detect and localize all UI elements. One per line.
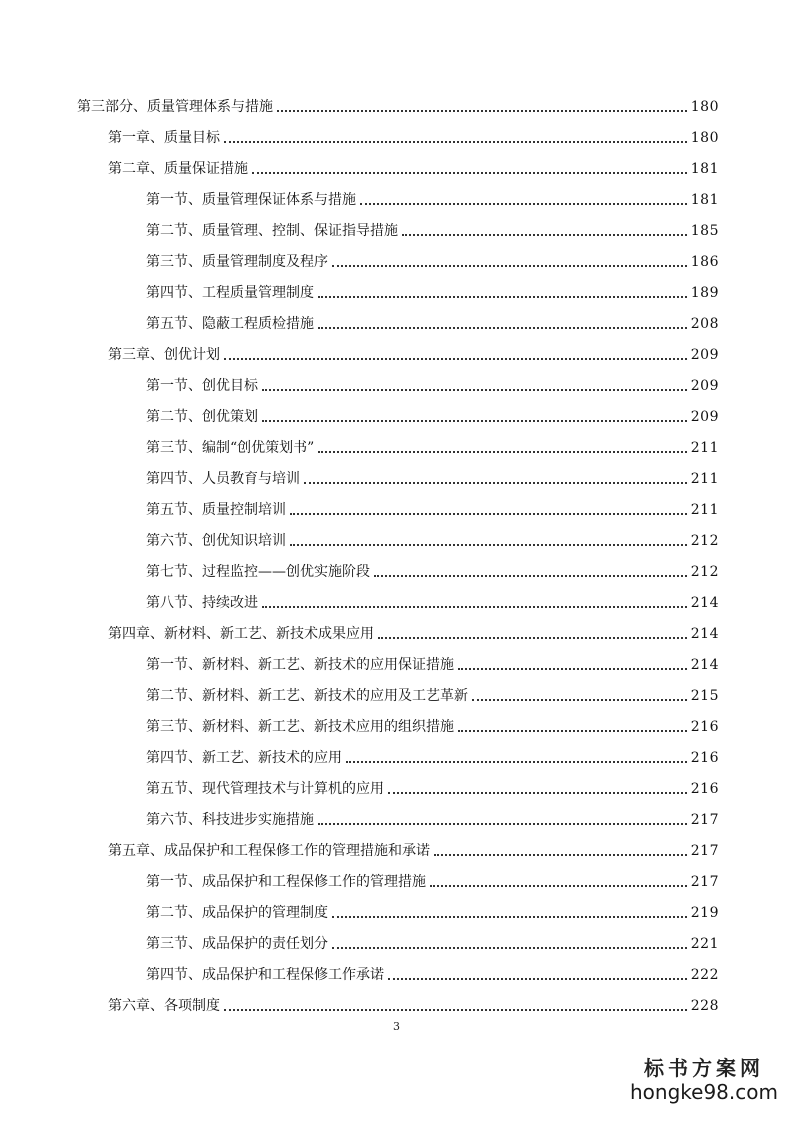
leader-dots bbox=[262, 606, 687, 608]
toc-entry[interactable] bbox=[146, 311, 719, 333]
toc-entry[interactable] bbox=[146, 404, 719, 426]
toc-title: 第二节、创优策划 bbox=[146, 409, 258, 425]
toc-entry[interactable] bbox=[146, 745, 719, 767]
toc-title: 第二节、成品保护的管理制度 bbox=[146, 905, 328, 921]
toc-title: 第一节、创优目标 bbox=[146, 378, 258, 394]
toc-entry[interactable] bbox=[108, 993, 719, 1015]
leader-dots bbox=[374, 575, 687, 577]
site-watermark bbox=[629, 1056, 779, 1112]
leader-dots bbox=[224, 358, 687, 360]
page-number: 3 bbox=[393, 1020, 400, 1033]
toc-title: 第四章、新材料、新工艺、新技术成果应用 bbox=[108, 626, 374, 642]
toc-page-number: 211 bbox=[690, 502, 719, 518]
toc-entry[interactable] bbox=[146, 559, 719, 581]
toc-entry[interactable] bbox=[146, 962, 719, 984]
toc-page-number: 209 bbox=[690, 347, 719, 363]
toc-entry[interactable] bbox=[108, 125, 719, 147]
leader-dots bbox=[458, 668, 687, 670]
toc-title: 第二章、质量保证措施 bbox=[108, 161, 248, 177]
toc-entry[interactable] bbox=[146, 652, 719, 674]
toc-page-number: 228 bbox=[690, 998, 719, 1014]
leader-dots bbox=[332, 947, 687, 949]
leader-dots bbox=[434, 854, 687, 856]
toc-title: 第四节、新工艺、新技术的应用 bbox=[146, 750, 342, 766]
toc-page-number: 209 bbox=[690, 409, 719, 425]
leader-dots bbox=[252, 172, 687, 174]
leader-dots bbox=[388, 792, 687, 794]
leader-dots bbox=[318, 823, 687, 825]
toc-title: 第一节、新材料、新工艺、新技术的应用保证措施 bbox=[146, 657, 454, 673]
leader-dots bbox=[472, 699, 687, 701]
leader-dots bbox=[318, 451, 686, 453]
toc-page-number: 209 bbox=[690, 378, 719, 394]
toc-entry[interactable] bbox=[146, 528, 719, 550]
toc-title: 第三部分、质量管理体系与措施 bbox=[77, 99, 273, 115]
toc-title: 第三节、编制“创优策划书” bbox=[146, 440, 315, 456]
toc-entry[interactable] bbox=[146, 218, 719, 240]
toc-page-number: 217 bbox=[690, 843, 719, 859]
toc-page-number: 216 bbox=[690, 781, 719, 797]
toc-page-number: 216 bbox=[690, 750, 719, 766]
toc-page-number: 217 bbox=[690, 874, 719, 890]
toc-title: 第四节、成品保护和工程保修工作承诺 bbox=[146, 967, 384, 983]
leader-dots bbox=[346, 761, 687, 763]
toc-title: 第四节、工程质量管理制度 bbox=[146, 285, 314, 301]
toc-entry[interactable] bbox=[108, 621, 719, 643]
toc-page-number: 212 bbox=[690, 564, 719, 580]
toc-title: 第三节、质量管理制度及程序 bbox=[146, 254, 328, 270]
toc-title: 第五章、成品保护和工程保修工作的管理措施和承诺 bbox=[108, 843, 430, 859]
toc-entry[interactable] bbox=[146, 187, 719, 209]
toc-entry[interactable] bbox=[146, 931, 719, 953]
toc-title: 第三节、新材料、新工艺、新技术应用的组织措施 bbox=[146, 719, 454, 735]
toc-entry[interactable] bbox=[146, 497, 719, 519]
toc-page-number: 181 bbox=[690, 161, 719, 177]
leader-dots bbox=[318, 296, 687, 298]
toc-entry[interactable] bbox=[146, 373, 719, 395]
leader-dots bbox=[290, 513, 687, 515]
toc-page-number: 185 bbox=[690, 223, 719, 239]
toc-entry[interactable] bbox=[146, 435, 719, 457]
toc-title: 第五节、隐蔽工程质检措施 bbox=[146, 316, 314, 332]
toc-entry[interactable] bbox=[146, 466, 719, 488]
leader-dots bbox=[262, 389, 687, 391]
toc-title: 第一节、质量管理保证体系与措施 bbox=[146, 192, 356, 208]
toc-page-number: 181 bbox=[690, 192, 719, 208]
leader-dots bbox=[378, 637, 687, 639]
toc-entry[interactable] bbox=[108, 156, 719, 178]
watermark-title: 标书方案网 bbox=[644, 1056, 764, 1080]
toc-title: 第三节、成品保护的责任划分 bbox=[146, 936, 328, 952]
toc-title: 第一章、质量目标 bbox=[108, 130, 220, 146]
toc-entry[interactable] bbox=[146, 776, 719, 798]
toc-entry[interactable] bbox=[146, 900, 719, 922]
toc-page-number: 180 bbox=[690, 99, 719, 115]
toc-title: 第六节、科技进步实施措施 bbox=[146, 812, 314, 828]
toc-entry[interactable] bbox=[77, 94, 719, 116]
leader-dots bbox=[388, 978, 687, 980]
toc-page-number: 212 bbox=[690, 533, 719, 549]
leader-dots bbox=[360, 203, 687, 205]
toc-title: 第四节、人员教育与培训 bbox=[146, 471, 300, 487]
leader-dots bbox=[318, 327, 687, 329]
toc-title: 第一节、成品保护和工程保修工作的管理措施 bbox=[146, 874, 426, 890]
leader-dots bbox=[430, 885, 687, 887]
leader-dots bbox=[332, 265, 687, 267]
leader-dots bbox=[458, 730, 687, 732]
toc-entry[interactable] bbox=[108, 838, 719, 860]
toc-page-number: 219 bbox=[690, 905, 719, 921]
toc-entry[interactable] bbox=[146, 249, 719, 271]
toc-title: 第七节、过程监控——创优实施阶段 bbox=[146, 564, 370, 580]
toc-page-number: 216 bbox=[690, 719, 719, 735]
toc-title: 第五节、现代管理技术与计算机的应用 bbox=[146, 781, 384, 797]
toc-entry[interactable] bbox=[146, 807, 719, 829]
toc-page-number: 215 bbox=[690, 688, 719, 704]
toc-entry[interactable] bbox=[108, 342, 719, 364]
toc-page-number: 217 bbox=[690, 812, 719, 828]
toc-title: 第八节、持续改进 bbox=[146, 595, 258, 611]
toc-title: 第五节、质量控制培训 bbox=[146, 502, 286, 518]
toc-page-number: 214 bbox=[690, 626, 719, 642]
toc-page-number: 208 bbox=[690, 316, 719, 332]
toc-page-number: 221 bbox=[690, 936, 719, 952]
toc-title: 第六节、创优知识培训 bbox=[146, 533, 286, 549]
toc-page-number: 211 bbox=[690, 471, 719, 487]
leader-dots bbox=[332, 916, 687, 918]
toc-entry[interactable] bbox=[146, 590, 719, 612]
toc-title: 第二节、质量管理、控制、保证指导措施 bbox=[146, 223, 398, 239]
toc-page-number: 180 bbox=[690, 130, 719, 146]
leader-dots bbox=[290, 544, 687, 546]
leader-dots bbox=[304, 482, 687, 484]
toc-page-number: 222 bbox=[690, 967, 719, 983]
toc-title: 第二节、新材料、新工艺、新技术的应用及工艺革新 bbox=[146, 688, 468, 704]
leader-dots bbox=[224, 1009, 687, 1011]
toc-page-number: 189 bbox=[690, 285, 719, 301]
leader-dots bbox=[277, 110, 687, 112]
leader-dots bbox=[224, 141, 687, 143]
leader-dots bbox=[402, 234, 687, 236]
toc-entry[interactable] bbox=[146, 280, 719, 302]
toc-entry[interactable] bbox=[146, 869, 719, 891]
toc-page-number: 214 bbox=[690, 657, 719, 673]
watermark-domain: hongke98.com bbox=[630, 1080, 778, 1104]
leader-dots bbox=[262, 420, 687, 422]
toc-title: 第六章、各项制度 bbox=[108, 998, 220, 1014]
toc-entry[interactable] bbox=[146, 714, 719, 736]
toc-page-number: 214 bbox=[690, 595, 719, 611]
toc-entry[interactable] bbox=[146, 683, 719, 705]
toc-page-number: 211 bbox=[690, 440, 719, 456]
toc-title: 第三章、创优计划 bbox=[108, 347, 220, 363]
toc-page-number: 186 bbox=[690, 254, 719, 270]
